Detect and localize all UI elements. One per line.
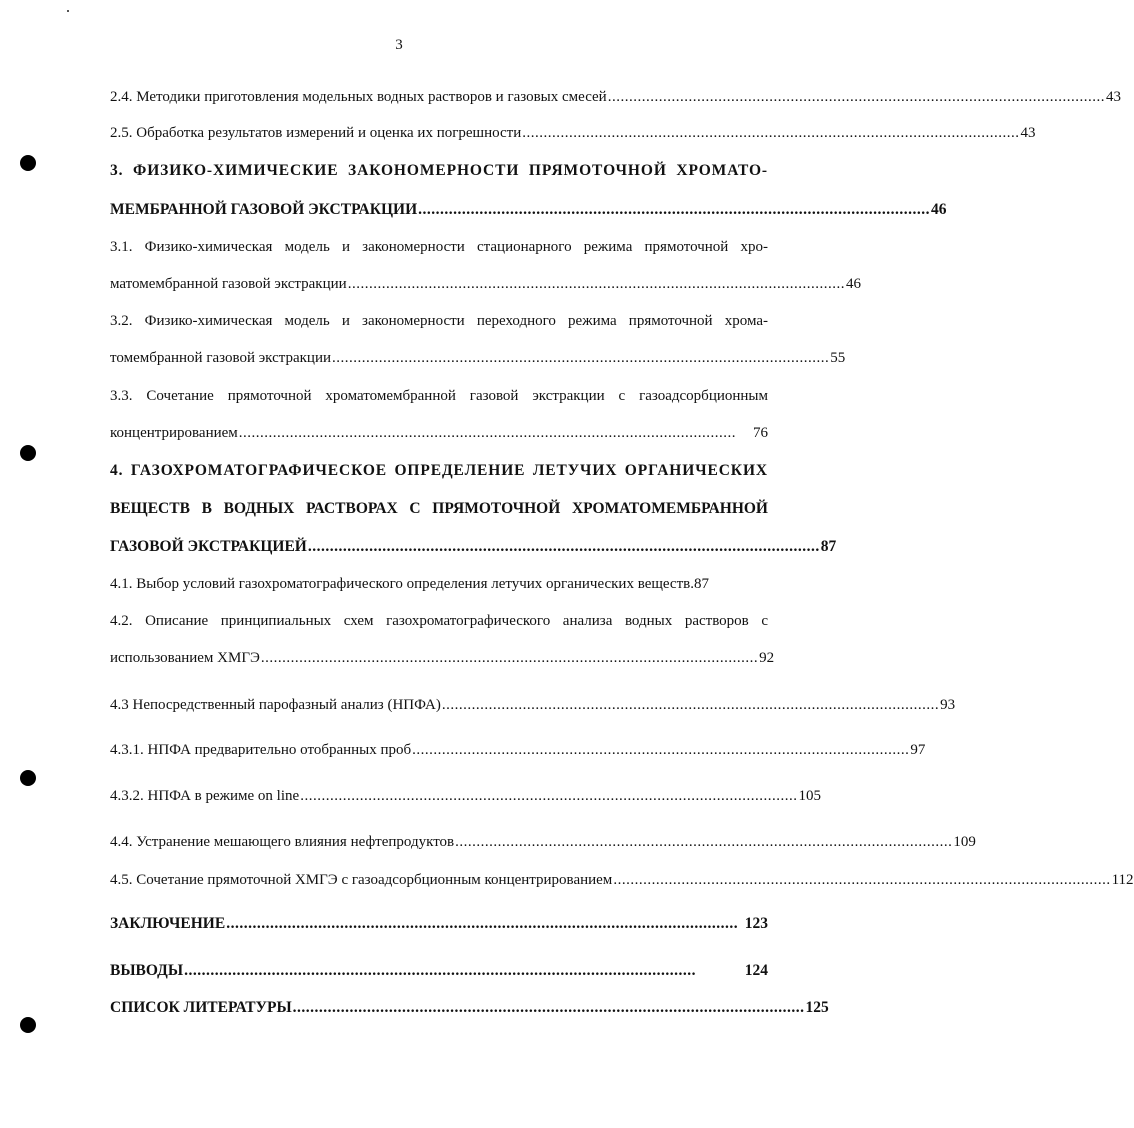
toc-entry-2-4[interactable]: [110, 86, 1121, 108]
toc-entry-page: 55: [830, 350, 846, 366]
toc-chapter-4-line-2[interactable]: [110, 498, 768, 520]
toc-entry-4-5[interactable]: [110, 869, 1134, 891]
toc-chapter-3-line-1[interactable]: [110, 160, 768, 182]
toc-entry-4-3-2[interactable]: [110, 785, 821, 807]
toc-entry-title: 3.1. Физико-химическая модель и закономерности стационарного режима прямоточной хро-: [110, 239, 768, 255]
leader-dots: .....................................................................................................................: [441, 697, 940, 713]
toc-entry-page: 124: [744, 962, 768, 979]
toc-entry-title: томембранной газовой экстракции: [110, 350, 332, 366]
toc-entry-page: 87: [820, 538, 837, 555]
toc-entry-title: концентрированием: [110, 425, 238, 441]
toc-entry-3-2-line-2[interactable]: [110, 347, 846, 369]
leader-dots: .....................................................................................................................: [238, 425, 737, 441]
toc-chapter-title: 4. ГАЗОХРОМАТОГРАФИЧЕСКОЕ ОПРЕДЕЛЕНИЕ ЛЕТУЧИХ ОРГАНИЧЕСКИХ: [110, 462, 768, 479]
leader-dots: .....................................................................................................................: [455, 834, 953, 850]
toc-entry-title: 2.4. Методики приготовления модельных водных растворов и газовых смесей: [110, 89, 607, 105]
leader-dots: .....................................................................................................................: [184, 962, 696, 979]
toc-entry-page: 112: [1111, 872, 1134, 888]
toc-chapter-4-line-1[interactable]: [110, 460, 768, 482]
toc-entry-page: 97: [910, 742, 926, 758]
toc-entry-title: 4.3 Непосредственный парофазный анализ (НПФА): [110, 697, 441, 713]
leader-dots: .....................................................................................................................: [307, 538, 820, 555]
toc-entry-4-3[interactable]: [110, 694, 956, 716]
toc-entry-title: 3.2. Физико-химическая модель и закономерности переходного режима прямоточной хрома-: [110, 313, 768, 329]
toc-chapter-title: ВЫВОДЫ: [110, 962, 184, 979]
binder-hole-dot: [20, 155, 36, 171]
toc-entry-title: 2.5. Обработка результатов измерений и оценка их погрешности: [110, 125, 522, 141]
toc-entry-3-3-line-1[interactable]: [110, 385, 768, 407]
toc-chapter-title: 3. ФИЗИКО-ХИМИЧЕСКИЕ ЗАКОНОМЕРНОСТИ ПРЯМОТОЧНОЙ ХРОМАТО-: [110, 162, 768, 179]
scan-speck: [67, 10, 69, 12]
toc-entry-title: 4.5. Сочетание прямоточной ХМГЭ с газоадсорбционным концентрированием: [110, 872, 613, 888]
toc-entry-page: 76: [753, 425, 768, 441]
toc-chapter-4-line-3[interactable]: [110, 536, 837, 558]
toc-entry-title: матомембранной газовой экстракции: [110, 276, 347, 292]
toc-entry-title: 4.1. Выбор условий газохроматографического определения летучих органических веществ.: [110, 576, 694, 592]
leader-dots: .....................................................................................................................: [347, 276, 845, 292]
toc-entry-page: 92: [759, 650, 775, 666]
leader-dots: .....................................................................................................................: [260, 650, 759, 666]
leader-dots: .....................................................................................................................: [418, 201, 931, 218]
toc-entry-4-1[interactable]: [110, 573, 768, 595]
toc-findings[interactable]: [110, 960, 768, 982]
toc-entry-page: 46: [845, 276, 861, 292]
toc-chapter-title: ГАЗОВОЙ ЭКСТРАКЦИЕЙ: [110, 538, 307, 555]
toc-entry-4-2-line-2[interactable]: [110, 647, 775, 669]
toc-entry-title: 4.2. Описание принципиальных схем газохроматографического анализа водных растворов с: [110, 613, 768, 629]
toc-entry-page: 93: [940, 697, 956, 713]
toc-chapter-title: СПИСОК ЛИТЕРАТУРЫ: [110, 999, 292, 1016]
leader-dots: .....................................................................................................................: [292, 999, 805, 1016]
toc-entry-3-1-line-2[interactable]: [110, 273, 861, 295]
toc-entry-title: 4.3.2. НПФА в режиме on line: [110, 788, 300, 804]
toc-entry-page: 109: [953, 834, 976, 850]
toc-entry-2-5[interactable]: [110, 122, 1036, 144]
toc-entry-title: 4.4. Устранение мешающего влияния нефтепродуктов: [110, 834, 455, 850]
toc-entry-3-1-line-1[interactable]: [110, 236, 768, 258]
binder-hole-dot: [20, 1017, 36, 1033]
toc-conclusion[interactable]: [110, 913, 768, 935]
binder-hole-dot: [20, 770, 36, 786]
toc-entry-page: 123: [744, 915, 768, 932]
toc-entry-title: 4.3.1. НПФА предварительно отобранных проб: [110, 742, 412, 758]
leader-dots: .....................................................................................................................: [300, 788, 798, 804]
toc-entry-page: 43: [1105, 89, 1121, 105]
toc-entry-title: 3.3. Сочетание прямоточной хроматомембранной газовой экстракции с газоадсорбционным: [110, 388, 768, 404]
toc-entry-3-3-line-2[interactable]: [110, 422, 768, 444]
toc-entry-4-2-line-1[interactable]: [110, 610, 768, 632]
toc-chapter-title: МЕМБРАННОЙ ГАЗОВОЙ ЭКСТРАКЦИИ: [110, 201, 418, 218]
leader-dots: .....................................................................................................................: [607, 89, 1105, 105]
toc-entry-page: 43: [1020, 125, 1036, 141]
leader-dots: .....................................................................................................................: [412, 742, 910, 758]
toc-entry-page: 87: [693, 576, 709, 592]
toc-references[interactable]: [110, 997, 829, 1019]
toc-chapter-title: ВЕЩЕСТВ В ВОДНЫХ РАСТВОРАХ С ПРЯМОТОЧНОЙ ХРОМАТОМЕМБРАННОЙ: [110, 500, 768, 517]
page-number: 3: [395, 37, 403, 53]
toc-chapter-3-line-2[interactable]: [110, 199, 947, 221]
toc-entry-page: 46: [931, 201, 947, 218]
leader-dots: .....................................................................................................................: [332, 350, 830, 366]
toc-entry-4-4[interactable]: [110, 831, 976, 853]
toc-entry-title: использованием ХМГЭ: [110, 650, 260, 666]
leader-dots: .....................................................................................................................: [226, 915, 739, 932]
binder-hole-dot: [20, 445, 36, 461]
toc-entry-page: 105: [798, 788, 821, 804]
toc-entry-page: 125: [805, 999, 829, 1016]
leader-dots: .....................................................................................................................: [613, 872, 1111, 888]
toc-entry-4-3-1[interactable]: [110, 739, 926, 761]
toc-chapter-title: ЗАКЛЮЧЕНИЕ: [110, 915, 226, 932]
toc-entry-3-2-line-1[interactable]: [110, 310, 768, 332]
leader-dots: .....................................................................................................................: [522, 125, 1020, 141]
